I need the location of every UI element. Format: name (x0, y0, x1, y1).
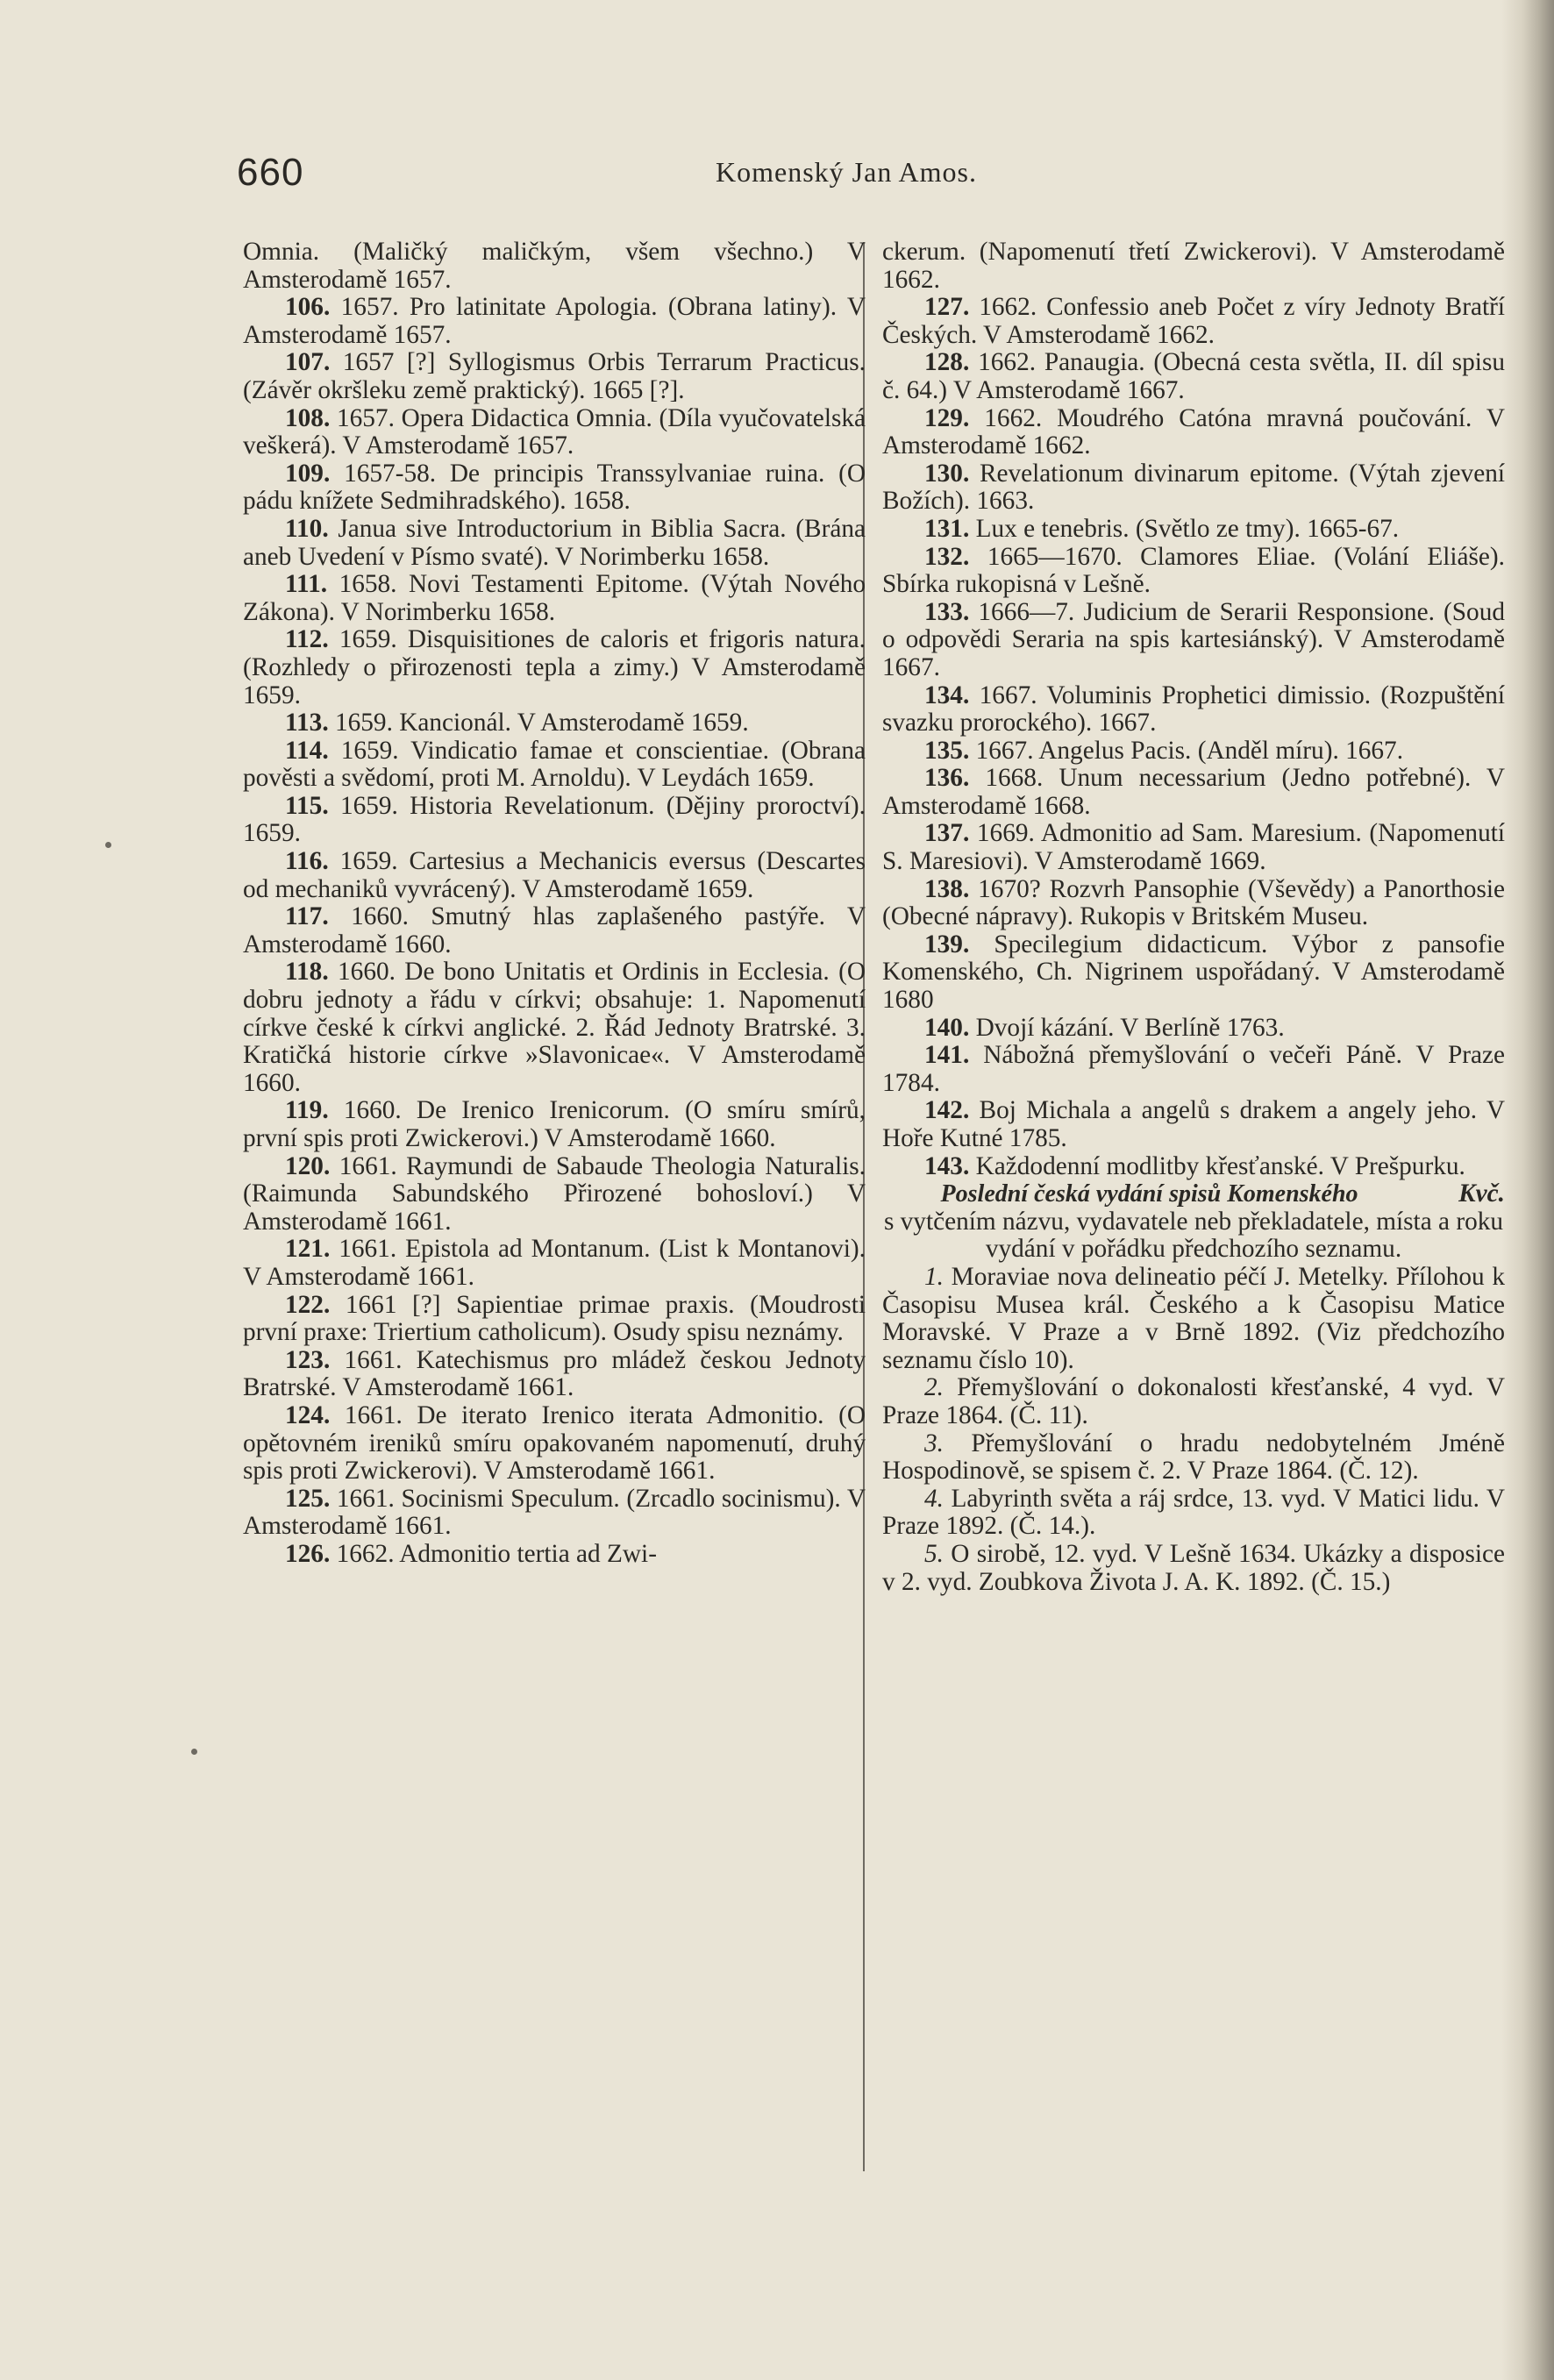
bibliography-entry (882, 460, 1505, 516)
bibliography-entry (882, 931, 1505, 1015)
entry-number: 143. (924, 1151, 970, 1180)
edition-entry (882, 1541, 1505, 1596)
entry-number: 132. (924, 542, 970, 571)
bibliography-entry (882, 239, 1505, 294)
edition-number: 1. (924, 1262, 944, 1291)
entry-number: 124. (285, 1400, 331, 1429)
entry-number: 112. (285, 625, 329, 654)
entry-text: 1657. Opera Didactica Omnia. (Díla vyučovatelská veškerá). V Amsterodamě 1657. (243, 403, 866, 460)
entry-number: 127. (924, 293, 970, 322)
entry-number: 107. (285, 348, 331, 377)
entry-text: Omnia. (Maličký maličkým, všem všechno.) V Amsterodamě 1657. (243, 238, 866, 294)
entry-text: Lux e tenebris. (Světlo ze tmy). 1665-67. (975, 514, 1400, 543)
bibliography-entry (243, 1347, 866, 1402)
bibliography-entry (882, 349, 1505, 404)
entry-text: ckerum. (Napomenutí třetí Zwickerovi). V Amsterodamě 1662. (882, 238, 1505, 294)
entry-number: 120. (285, 1151, 331, 1180)
margin-dot (191, 1749, 197, 1755)
entry-text: 1661 [?] Sapientiae primae praxis. (Moudrosti první praxe: Triertium catholicum). Osudy spisu neznámy. (243, 1290, 866, 1347)
entry-number: 142. (924, 1096, 970, 1125)
entry-text: Revelationum divinarum epitome. (Výtah zjevení Božích). 1663. (882, 459, 1505, 516)
bibliography-entry (243, 294, 866, 349)
edition-entry (882, 1430, 1505, 1486)
bibliography-entry (243, 516, 866, 571)
bibliography-entry (243, 738, 866, 793)
entry-text: 1660. De bono Unitatis et Ordinis in Ecclesia. (O dobru jednoty a řádu v církvi; obsahuje: 1. Napomenutí církve české k církvi anglické. 2. Řád Jednoty Bratrské. 3. Kratičká historie církve »Slavonicae«. V Amsterodamě 1660. (243, 958, 866, 1097)
bibliography-entry (882, 1015, 1505, 1043)
entry-text: 1661. Socinismi Speculum. (Zrcadlo socinismu). V Amsterodamě 1661. (243, 1484, 866, 1541)
bibliography-entry (243, 848, 866, 903)
bibliography-entry (243, 1097, 866, 1152)
bibliography-entry (882, 405, 1505, 460)
entry-text: 1662. Moudrého Catóna mravná poučování. V Amsterodamě 1662. (882, 403, 1505, 460)
bibliography-entry (243, 1486, 866, 1541)
bibliography-entry (243, 1153, 866, 1236)
entry-text: 1659. Cartesius a Mechanicis eversus (Descartes od mechaniků vyvrácený). V Amsterodamě 1659. (243, 847, 866, 903)
entry-number: 133. (924, 597, 970, 626)
bibliography-entry (243, 460, 866, 516)
bibliography-entry (243, 1236, 866, 1291)
left-column (243, 239, 866, 1569)
running-title: Komenský Jan Amos. (716, 156, 977, 188)
entry-number: 106. (285, 293, 331, 322)
edition-text: Labyrinth světa a ráj srdce, 13. vyd. V Matici lidu. V Praze 1892. (Č. 14.). (882, 1484, 1506, 1541)
bibliography-entry (882, 738, 1505, 766)
bibliography-entry (882, 1097, 1505, 1152)
edition-number: 2. (924, 1373, 944, 1402)
bibliography-entry (882, 820, 1505, 875)
entry-number: 131. (924, 514, 970, 543)
entry-text: 1660. De Irenico Irenicorum. (O smíru smírů, první spis proti Zwickerovi.) V Amsterodamě 1660. (243, 1096, 866, 1152)
entry-text: 1661. Katechismus pro mládež českou Jednoty Bratrské. V Amsterodamě 1661. (243, 1345, 866, 1402)
entry-text: 1665—1670. Clamores Eliae. (Volání Eliáše). Sbírka rukopisná v Lešně. (882, 542, 1505, 599)
bibliography-entry (243, 349, 866, 404)
entry-number: 139. (924, 930, 970, 958)
entry-number: 128. (924, 348, 970, 377)
bibliography-entry (882, 682, 1505, 738)
bibliography-entry (243, 903, 866, 958)
bibliography-entry (243, 405, 866, 460)
entry-number: 119. (285, 1096, 329, 1125)
entry-text: Specilegium didacticum. Výbor z pansofie Komenského, Ch. Nigrinem uspořádaný. V Amsterodamě 1680 (882, 930, 1505, 1015)
bibliography-entry (243, 571, 866, 626)
edition-text: Moraviae nova delineatio péčí J. Metelky. Přílohou k Časopisu Musea král. Českého a k Časopisu Matice Moravské. V Praze a v Brně 1892. (Viz předchozího seznamu číslo 10). (882, 1262, 1505, 1374)
bibliography-entry (243, 793, 866, 848)
entry-text: 1659. Disquisitiones de caloris et frigoris natura. (Rozhledy o přirozenosti tepla a zimy.) V Amsterodamě 1659. (243, 625, 866, 709)
bibliography-entry (882, 516, 1505, 544)
entry-number: 121. (285, 1235, 331, 1264)
edition-entry (882, 1264, 1505, 1374)
entry-number: 123. (285, 1345, 331, 1374)
edition-number: 3. (924, 1429, 944, 1457)
bibliography-entry (882, 876, 1505, 931)
entry-text: 1657. Pro latinitate Apologia. (Obrana latiny). V Amsterodamě 1657. (243, 293, 866, 349)
bibliography-entry (243, 1292, 866, 1347)
bibliography-entry (882, 765, 1505, 820)
entry-number: 125. (285, 1484, 331, 1513)
entry-number: 114. (285, 736, 329, 765)
entry-text: 1661. Raymundi de Sabaude Theologia Naturalis. (Raimunda Sabundského Přirozené bohosloví.) V Amsterodamě 1661. (243, 1151, 866, 1236)
entry-number: 135. (924, 736, 970, 765)
entry-number: 108. (285, 403, 331, 432)
entry-number: 116. (285, 847, 329, 876)
entry-text: 1667. Angelus Pacis. (Anděl míru). 1667. (975, 736, 1404, 765)
section-heading: Poslední česká vydání spisů Komenského (940, 1180, 1358, 1208)
entry-text: 1670? Rozvrh Pansophie (Vševědy) a Panorthosie (Obecné nápravy). Rukopis v Britském Museu. (882, 874, 1505, 931)
edition-entry (882, 1374, 1505, 1429)
entry-number: 130. (924, 459, 970, 488)
entry-number: 110. (285, 514, 329, 543)
entry-number: 109. (285, 459, 331, 488)
entry-text: Každodenní modlitby křesťanské. V Prešpurku. (975, 1151, 1465, 1180)
entry-number: 129. (924, 403, 970, 432)
entry-number: 138. (924, 874, 970, 903)
entry-text: 1668. Unum necessarium (Jedno potřebné). V Amsterodamě 1668. (882, 764, 1505, 820)
entry-text: 1659. Kancionál. V Amsterodamě 1659. (334, 709, 749, 738)
bibliography-entry (243, 709, 866, 738)
bibliography-entry (243, 958, 866, 1097)
edition-number: 5. (924, 1539, 944, 1568)
entry-text: 1662. Confessio aneb Počet z víry Jednoty Bratří Českých. V Amsterodamě 1662. (882, 293, 1506, 349)
entry-number: 122. (285, 1290, 331, 1319)
bibliography-entry (882, 1042, 1505, 1097)
page-header (237, 151, 1456, 203)
entry-number: 137. (924, 819, 970, 848)
bibliography-entry (882, 599, 1505, 682)
entry-number: 115. (285, 791, 329, 820)
bibliography-entry (243, 1541, 866, 1569)
entry-number: 134. (924, 681, 970, 709)
entry-number: 136. (924, 764, 970, 793)
entry-text: 1659. Vindicatio famae et conscientiae. (Obrana pověsti a svědomí, proti M. Arnoldu). V Leydách 1659. (243, 736, 866, 793)
entry-text: 1660. Smutný hlas zaplašeného pastýře. V Amsterodamě 1660. (243, 902, 866, 958)
book-spine-shadow (1501, 0, 1554, 2380)
edition-text: Přemyšlování o hradu nedobytelném Jméně Hospodinově, se spisem č. 2. V Praze 1864. (Č. 12). (882, 1429, 1505, 1486)
margin-dot (105, 842, 111, 848)
bibliography-entry (243, 626, 866, 709)
page-number: 660 (237, 151, 304, 194)
entry-text: 1662. Panaugia. (Obecná cesta světla, II. díl spisu č. 64.) V Amsterodamě 1667. (882, 348, 1506, 404)
bibliography-entry (882, 544, 1505, 599)
entry-number: 111. (285, 570, 328, 599)
entry-text: Boj Michala a angelů s drakem a angely jeho. V Hoře Kutné 1785. (882, 1096, 1505, 1152)
section-subheading: s vytčením názvu, vydavatele neb překladatele, místa a roku vydání v pořádku předchozího seznamu. (883, 1207, 1504, 1264)
entry-number: 140. (924, 1013, 970, 1042)
right-column (882, 239, 1505, 1596)
entry-text: Dvojí kázání. V Berlíně 1763. (975, 1013, 1285, 1042)
edition-number: 4. (924, 1484, 944, 1513)
entry-text: 1662. Admonitio tertia ad Zwi- (336, 1539, 657, 1568)
entry-text: 1661. De iterato Irenico iterata Admonitio. (O opětovném ireniků smíru opakovaném napomenutí, druhý spis proti Zwickerovi). V Amsterodamě 1661. (243, 1400, 866, 1486)
edition-text: O sirobě, 12. vyd. V Lešně 1634. Ukázky a disposice v 2. vyd. Zoubkova Života J. A. K. 1892. (Č. 15.) (882, 1539, 1505, 1596)
entry-text: 1666—7. Judicium de Serarii Responsione. (Soud o odpovědi Seraria na spis kartesiánský). V Amsterodamě 1667. (882, 597, 1505, 681)
entry-text: 1659. Historia Revelationum. (Dějiny proroctví). 1659. (243, 791, 866, 848)
entry-number: 118. (285, 958, 329, 987)
bibliography-entry (243, 239, 866, 294)
bibliography-entry (882, 294, 1505, 349)
entry-text: 1661. Epistola ad Montanum. (List k Montanovi). V Amsterodamě 1661. (243, 1235, 866, 1291)
entry-text: 1657 [?] Syllogismus Orbis Terrarum Practicus. (Závěr okršleku země praktický). 1665 [?]. (243, 348, 866, 404)
entry-text: Nábožná přemyšlování o večeři Páně. V Praze 1784. (882, 1041, 1506, 1097)
entry-number: 113. (285, 709, 329, 738)
entry-number: 117. (285, 902, 329, 931)
edition-text: Přemyšlování o dokonalosti křesťanské, 4 vyd. V Praze 1864. (Č. 11). (882, 1373, 1505, 1429)
entry-text: 1667. Voluminis Prophetici dimissio. (Rozpuštění svazku prorockého). 1667. (882, 681, 1506, 738)
edition-entry (882, 1486, 1505, 1541)
author-signature: Kvč. (1458, 1179, 1505, 1208)
entry-text: Janua sive Introductorium in Biblia Sacra. (Brána aneb Uvedení v Písmo svaté). V Norimberku 1658. (243, 514, 866, 571)
entry-number: 141. (924, 1041, 970, 1070)
entry-text: 1669. Admonitio ad Sam. Maresium. (Napomenutí S. Maresiovi). V Amsterodamě 1669. (882, 819, 1506, 876)
bibliography-entry (243, 1402, 866, 1486)
entry-text: 1658. Novi Testamenti Epitome. (Výtah Nového Zákona). V Norimberku 1658. (243, 570, 866, 626)
entry-number: 126. (285, 1539, 331, 1568)
entry-text: 1657-58. De principis Transsylvaniae ruina. (O pádu knížete Sedmihradského). 1658. (243, 459, 866, 516)
